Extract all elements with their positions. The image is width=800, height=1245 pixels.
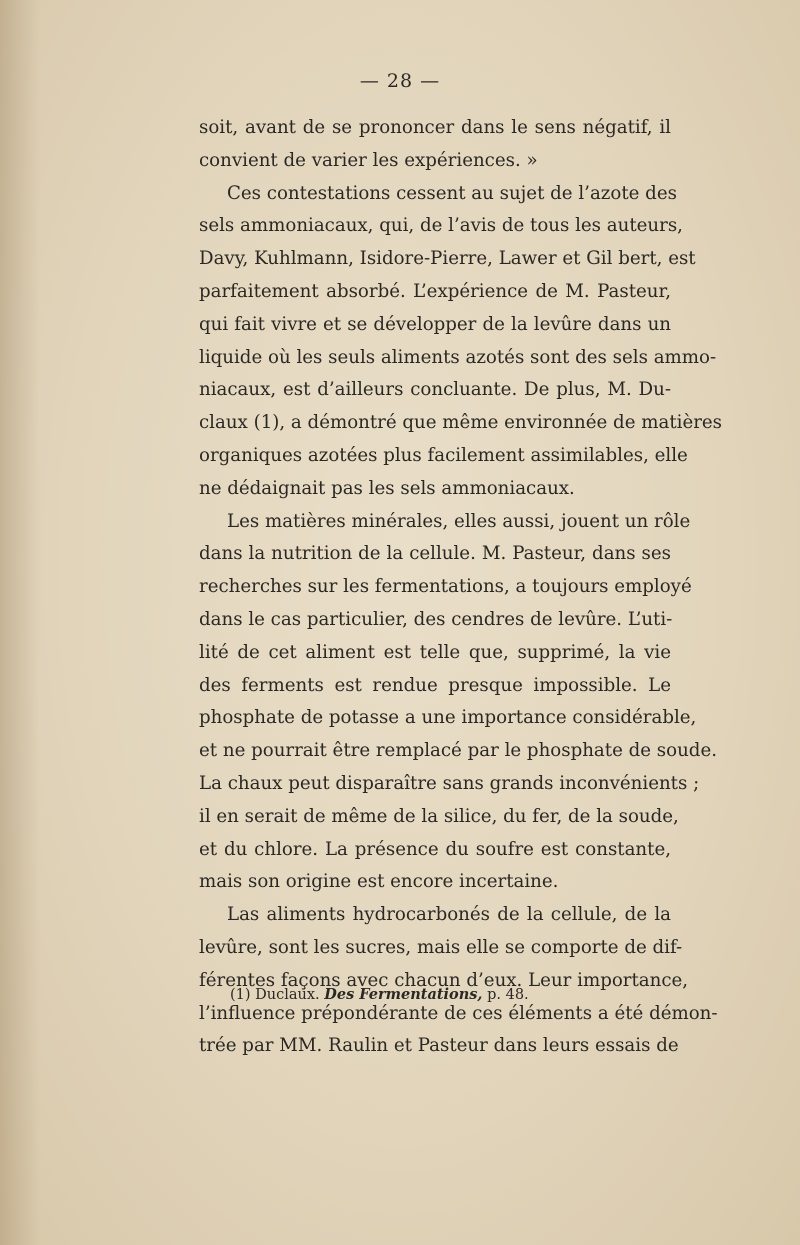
- text-line: lité de cet aliment est telle que, supprimé, la vie: [199, 641, 671, 663]
- text-line: dans le cas particulier, des cendres de levûre. L’uti-: [199, 608, 673, 630]
- text-line: claux (1), a démontré que même environnée de matières: [199, 412, 723, 434]
- footnote-page: p. 48.: [487, 987, 529, 1003]
- text-line: ne dédaignait pas les sels ammoniacaux.: [199, 477, 575, 499]
- footnote: [230, 986, 529, 1003]
- text-line: La chaux peut disparaître sans grands inconvénients ;: [199, 772, 700, 794]
- text-line: des ferments est rendue presque impossible. Le: [199, 674, 671, 696]
- text-line: Ces contestations cessent au sujet de l’azote des: [227, 182, 677, 204]
- footnote-marker: (1) Duclaux.: [230, 987, 320, 1003]
- text-line: sels ammoniacaux, qui, de l’avis de tous les auteurs,: [199, 215, 683, 237]
- footnote-title: Des Fermentations,: [324, 986, 483, 1003]
- text-line: Les matières minérales, elles aussi, jouent un rôle: [227, 510, 691, 532]
- text-line: et ne pourrait être remplacé par le phosphate de soude.: [199, 740, 717, 762]
- text-line: Davy, Kuhlmann, Isidore-Pierre, Lawer et Gil bert, est: [199, 248, 696, 270]
- text-line: Las aliments hydrocarbonés de la cellule, de la: [227, 904, 671, 926]
- text-line: soit, avant de se prononcer dans le sens négatif, il: [199, 117, 671, 138]
- text-line: recherches sur les fermentations, a toujours employé: [199, 576, 692, 598]
- text-line: trée par MM. Raulin et Pasteur dans leurs essais de: [199, 1035, 679, 1057]
- body-text: [199, 112, 723, 1063]
- text-line: liquide où les seuls aliments azotés sont des sels ammo-: [199, 346, 717, 368]
- page-edge-shadow: [0, 0, 40, 1245]
- text-line: l’influence prépondérante de ces éléments a été démon-: [199, 1002, 718, 1024]
- text-line: dans la nutrition de la cellule. M. Pasteur, dans ses: [199, 543, 671, 565]
- text-line: convient de varier les expériences. »: [199, 149, 538, 171]
- text-line: férentes façons avec chacun d’eux. Leur importance,: [199, 969, 689, 991]
- text-line: qui fait vivre et se développer de la levûre dans un: [199, 313, 671, 335]
- text-line: et du chlore. La présence du soufre est constante,: [199, 838, 671, 860]
- text-line: niacaux, est d’ailleurs concluante. De plus, M. Du-: [199, 379, 671, 401]
- text-line: parfaitement absorbé. L’expérience de M. Pasteur,: [199, 280, 671, 302]
- text-line: levûre, sont les sucres, mais elle se comporte de dif-: [199, 936, 683, 958]
- page-number: — 28 —: [359, 70, 441, 92]
- text-line: phosphate de potasse a une importance considérable,: [199, 707, 697, 729]
- text-line: mais son origine est encore incertaine.: [199, 871, 559, 893]
- text-line: il en serait de même de la silice, du fer, de la soude,: [199, 805, 679, 827]
- text-line: organiques azotées plus facilement assimilables, elle: [199, 444, 688, 466]
